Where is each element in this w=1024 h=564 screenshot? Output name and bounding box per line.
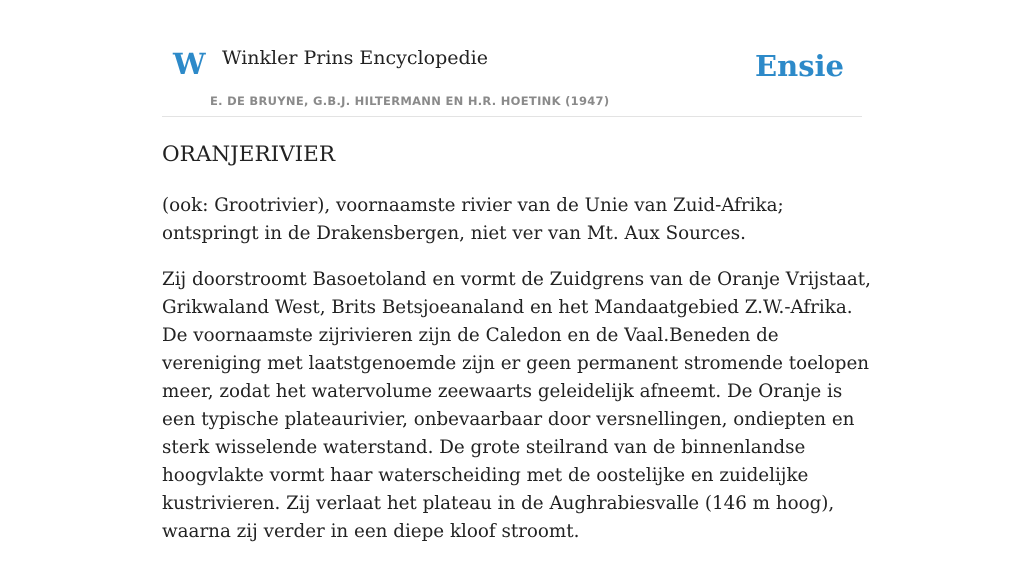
source-authors: E. DE BRUYNE, G.B.J. HILTERMANN EN H.R. HOETINK (1947): [210, 94, 610, 108]
source-title[interactable]: Winkler Prins Encyclopedie: [222, 47, 488, 69]
source-header: [162, 0, 862, 117]
entry-body: [162, 192, 874, 564]
entry-paragraph: Zij doorstroomt Basoetoland en vormt de Zuidgrens van de Oranje Vrijstaat, Grikwaland West, Brits Betsjoeanaland en het Mandaatgebied Z.W.-Afrika. De voornaamste zijrivieren zijn de Caledon en de Vaal.Beneden de vereniging met laatstgenoemde zijn er geen permanent stromende toelopen meer, zodat het watervolume zeewaarts geleidelijk afneemt. De Oranje is een typische plateaurivier, onbevaarbaar door versnellingen, ondiepten en sterk wisselende waterstand. De grote steilrand van de binnenlandse hoogvlakte vormt haar waterscheiding met de oostelijke en zuidelijke kustrivieren. Zij verlaat het plateau in de Aughrabiesvalle (146 m hoog), waarna zij verder in een diepe kloof stroomt.: [162, 269, 871, 542]
ensie-logo[interactable]: Ensie: [755, 49, 844, 83]
winkler-prins-logo[interactable]: W: [173, 47, 206, 81]
entry-paragraph: (ook: Grootrivier), voornaamste rivier van de Unie van Zuid-Afrika; ontspringt in de Drakensbergen, niet ver van Mt. Aux Sources.: [162, 195, 784, 244]
entry-title: ORANJERIVIER: [162, 142, 336, 167]
